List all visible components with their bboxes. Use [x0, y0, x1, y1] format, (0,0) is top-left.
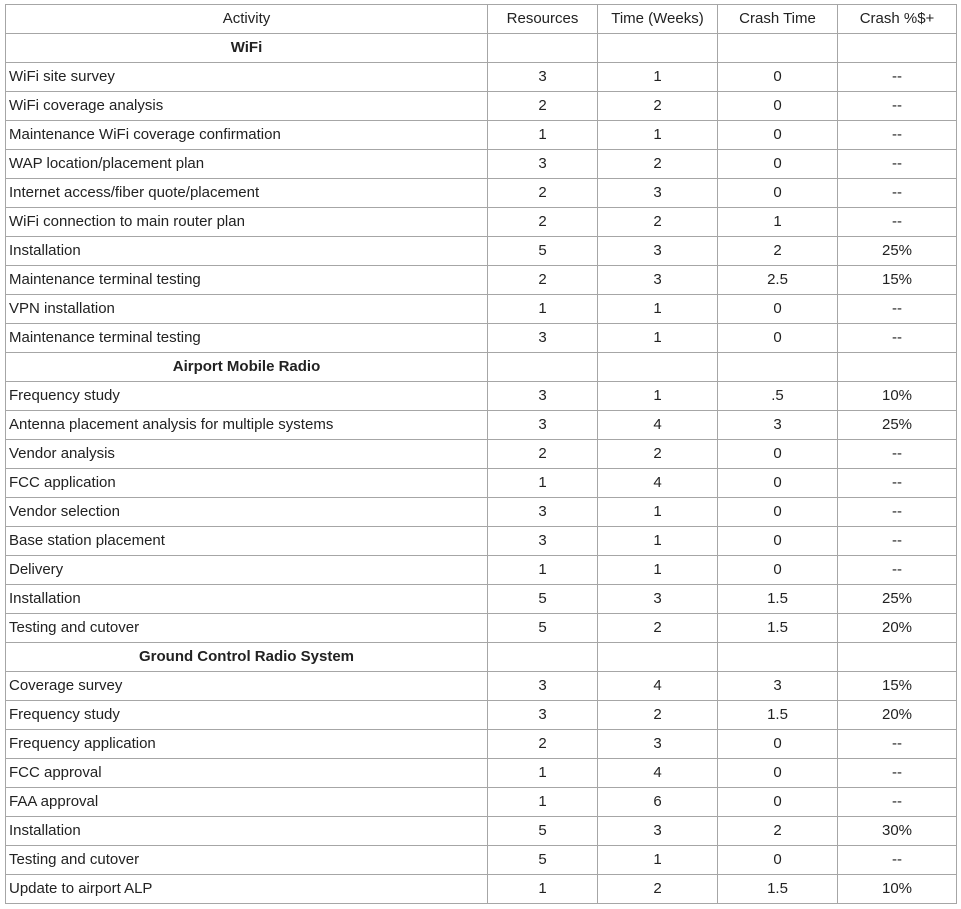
activity-cell: WiFi connection to main router plan [6, 208, 488, 237]
crash-time-cell: 2.5 [718, 266, 838, 295]
activity-cell: WiFi site survey [6, 63, 488, 92]
crash-percent-cell: 25% [838, 411, 957, 440]
resources-cell: 1 [488, 295, 598, 324]
time-cell: 1 [598, 382, 718, 411]
table-row [6, 92, 957, 121]
crash-percent-cell: -- [838, 846, 957, 875]
resources-cell: 3 [488, 672, 598, 701]
empty-cell [598, 643, 718, 672]
resources-cell: 2 [488, 730, 598, 759]
activity-cell: Testing and cutover [6, 614, 488, 643]
empty-cell [488, 34, 598, 63]
crash-percent-cell: -- [838, 63, 957, 92]
empty-cell [718, 353, 838, 382]
crash-time-cell: 0 [718, 150, 838, 179]
crash-percent-cell: -- [838, 179, 957, 208]
resources-cell: 5 [488, 846, 598, 875]
resources-cell: 1 [488, 875, 598, 904]
resources-cell: 3 [488, 527, 598, 556]
table-row [6, 150, 957, 179]
table-row [6, 121, 957, 150]
time-cell: 3 [598, 179, 718, 208]
time-cell: 2 [598, 875, 718, 904]
crash-percent-cell: -- [838, 759, 957, 788]
crash-percent-cell: -- [838, 730, 957, 759]
activity-cell: FCC application [6, 469, 488, 498]
empty-cell [838, 643, 957, 672]
time-cell: 6 [598, 788, 718, 817]
crash-percent-cell: 25% [838, 237, 957, 266]
table-row [6, 179, 957, 208]
time-cell: 4 [598, 672, 718, 701]
table-row [6, 411, 957, 440]
resources-cell: 5 [488, 585, 598, 614]
time-cell: 2 [598, 150, 718, 179]
resources-cell: 1 [488, 469, 598, 498]
crash-time-cell: 0 [718, 63, 838, 92]
crash-time-cell: 0 [718, 498, 838, 527]
activity-cell: Installation [6, 585, 488, 614]
activity-cell: Testing and cutover [6, 846, 488, 875]
time-cell: 1 [598, 295, 718, 324]
time-cell: 2 [598, 701, 718, 730]
table-row [6, 875, 957, 904]
crash-percent-cell: -- [838, 121, 957, 150]
crash-percent-cell: -- [838, 150, 957, 179]
resources-cell: 1 [488, 121, 598, 150]
time-cell: 1 [598, 556, 718, 585]
crash-time-cell: 0 [718, 846, 838, 875]
crash-time-cell: 0 [718, 556, 838, 585]
crash-percent-cell: -- [838, 469, 957, 498]
header-crash-time: Crash Time [718, 5, 838, 34]
empty-cell [488, 353, 598, 382]
activity-cell: Update to airport ALP [6, 875, 488, 904]
table-row [6, 208, 957, 237]
crash-time-cell: 0 [718, 295, 838, 324]
empty-cell [598, 353, 718, 382]
table-row [6, 63, 957, 92]
empty-cell [488, 643, 598, 672]
time-cell: 2 [598, 440, 718, 469]
crash-percent-cell: 20% [838, 614, 957, 643]
time-cell: 3 [598, 730, 718, 759]
crash-time-cell: 2 [718, 237, 838, 266]
crash-time-cell: 3 [718, 411, 838, 440]
resources-cell: 2 [488, 440, 598, 469]
resources-cell: 5 [488, 614, 598, 643]
table-row [6, 817, 957, 846]
activity-cell: Vendor selection [6, 498, 488, 527]
table-row [6, 527, 957, 556]
table-row [6, 324, 957, 353]
activity-cell: FCC approval [6, 759, 488, 788]
crash-percent-cell: -- [838, 498, 957, 527]
resources-cell: 2 [488, 92, 598, 121]
activity-table [5, 4, 957, 904]
time-cell: 2 [598, 92, 718, 121]
crash-time-cell: 0 [718, 730, 838, 759]
crash-percent-cell: -- [838, 788, 957, 817]
resources-cell: 3 [488, 324, 598, 353]
crash-percent-cell: -- [838, 527, 957, 556]
crash-time-cell: 0 [718, 121, 838, 150]
header-row [6, 5, 957, 34]
activity-cell: Base station placement [6, 527, 488, 556]
empty-cell [838, 353, 957, 382]
time-cell: 3 [598, 266, 718, 295]
table-row [6, 759, 957, 788]
crash-time-cell: 0 [718, 527, 838, 556]
resources-cell: 3 [488, 150, 598, 179]
activity-cell: VPN installation [6, 295, 488, 324]
header-resources: Resources [488, 5, 598, 34]
crash-time-cell: 0 [718, 469, 838, 498]
crash-time-cell: 0 [718, 759, 838, 788]
activity-cell: Delivery [6, 556, 488, 585]
activity-cell: FAA approval [6, 788, 488, 817]
time-cell: 1 [598, 846, 718, 875]
time-cell: 4 [598, 469, 718, 498]
resources-cell: 3 [488, 498, 598, 527]
resources-cell: 5 [488, 237, 598, 266]
time-cell: 1 [598, 498, 718, 527]
table-row [6, 440, 957, 469]
crash-percent-cell: 30% [838, 817, 957, 846]
crash-percent-cell: 20% [838, 701, 957, 730]
section-title: Ground Control Radio System [6, 643, 488, 672]
section-title: WiFi [6, 34, 488, 63]
time-cell: 1 [598, 63, 718, 92]
resources-cell: 5 [488, 817, 598, 846]
crash-time-cell: 0 [718, 324, 838, 353]
time-cell: 2 [598, 208, 718, 237]
resources-cell: 1 [488, 788, 598, 817]
section-row [6, 353, 957, 382]
resources-cell: 3 [488, 63, 598, 92]
activity-cell: Installation [6, 237, 488, 266]
time-cell: 3 [598, 585, 718, 614]
table-row [6, 846, 957, 875]
table-body [6, 34, 957, 904]
crash-percent-cell: -- [838, 208, 957, 237]
activity-cell: Antenna placement analysis for multiple systems [6, 411, 488, 440]
table-row [6, 672, 957, 701]
time-cell: 3 [598, 817, 718, 846]
crash-time-cell: 1 [718, 208, 838, 237]
crash-percent-cell: 25% [838, 585, 957, 614]
activity-cell: Vendor analysis [6, 440, 488, 469]
crash-time-cell: 2 [718, 817, 838, 846]
section-title: Airport Mobile Radio [6, 353, 488, 382]
crash-time-cell: 0 [718, 788, 838, 817]
resources-cell: 3 [488, 382, 598, 411]
activity-cell: WAP location/placement plan [6, 150, 488, 179]
empty-cell [718, 643, 838, 672]
resources-cell: 3 [488, 701, 598, 730]
crash-percent-cell: -- [838, 92, 957, 121]
resources-cell: 1 [488, 556, 598, 585]
activity-cell: Maintenance terminal testing [6, 324, 488, 353]
section-row [6, 34, 957, 63]
empty-cell [718, 34, 838, 63]
resources-cell: 2 [488, 179, 598, 208]
activity-cell: Frequency study [6, 382, 488, 411]
crash-percent-cell: -- [838, 440, 957, 469]
header-crash-percent: Crash %$+ [838, 5, 957, 34]
table-row [6, 614, 957, 643]
crash-time-cell: 0 [718, 440, 838, 469]
table-row [6, 266, 957, 295]
table-row [6, 295, 957, 324]
time-cell: 4 [598, 411, 718, 440]
crash-percent-cell: 15% [838, 266, 957, 295]
table-row [6, 498, 957, 527]
header-time-weeks: Time (Weeks) [598, 5, 718, 34]
activity-cell: Frequency study [6, 701, 488, 730]
activity-cell: WiFi coverage analysis [6, 92, 488, 121]
crash-percent-cell: 15% [838, 672, 957, 701]
empty-cell [598, 34, 718, 63]
crash-time-cell: 1.5 [718, 875, 838, 904]
section-row [6, 643, 957, 672]
resources-cell: 2 [488, 266, 598, 295]
time-cell: 1 [598, 324, 718, 353]
crash-time-cell: 0 [718, 92, 838, 121]
resources-cell: 2 [488, 208, 598, 237]
activity-cell: Maintenance WiFi coverage confirmation [6, 121, 488, 150]
crash-time-cell: 0 [718, 179, 838, 208]
time-cell: 2 [598, 614, 718, 643]
activity-cell: Installation [6, 817, 488, 846]
time-cell: 4 [598, 759, 718, 788]
table-row [6, 585, 957, 614]
table-row [6, 382, 957, 411]
activity-cell: Maintenance terminal testing [6, 266, 488, 295]
activity-cell: Coverage survey [6, 672, 488, 701]
crash-time-cell: 1.5 [718, 701, 838, 730]
time-cell: 1 [598, 121, 718, 150]
table-row [6, 237, 957, 266]
table-row [6, 469, 957, 498]
table-row [6, 556, 957, 585]
time-cell: 3 [598, 237, 718, 266]
table-row [6, 788, 957, 817]
activity-cell: Frequency application [6, 730, 488, 759]
table-row [6, 730, 957, 759]
crash-time-cell: 1.5 [718, 614, 838, 643]
crash-percent-cell: -- [838, 324, 957, 353]
crash-time-cell: 3 [718, 672, 838, 701]
time-cell: 1 [598, 527, 718, 556]
resources-cell: 3 [488, 411, 598, 440]
crash-percent-cell: 10% [838, 875, 957, 904]
crash-time-cell: .5 [718, 382, 838, 411]
table-row [6, 701, 957, 730]
crash-percent-cell: -- [838, 295, 957, 324]
resources-cell: 1 [488, 759, 598, 788]
activity-cell: Internet access/fiber quote/placement [6, 179, 488, 208]
crash-percent-cell: -- [838, 556, 957, 585]
empty-cell [838, 34, 957, 63]
header-activity: Activity [6, 5, 488, 34]
crash-time-cell: 1.5 [718, 585, 838, 614]
crash-percent-cell: 10% [838, 382, 957, 411]
